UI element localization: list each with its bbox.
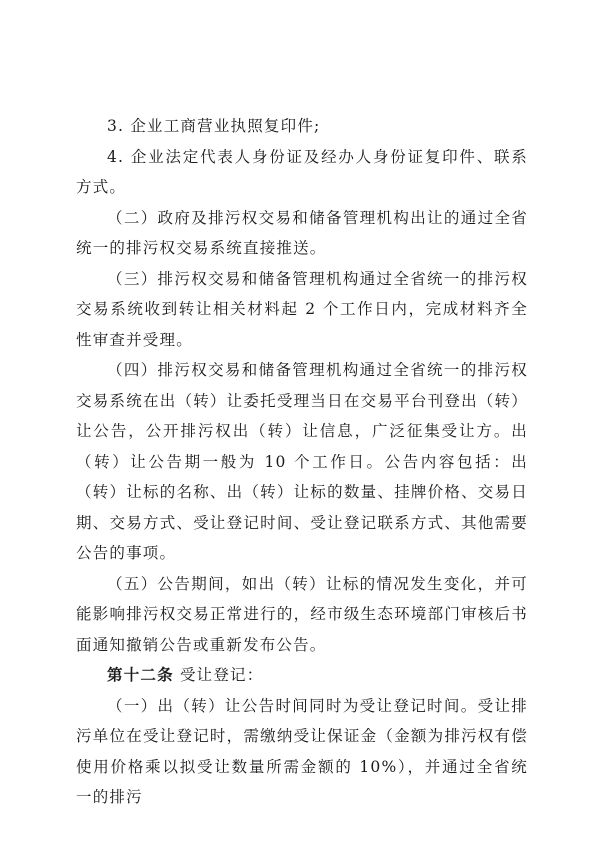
- article-title: 受让登记：: [179, 666, 264, 684]
- paragraph-clause-3: （三）排污权交易和储备管理机构通过全省统一的排污权交易系统收到转让相关材料起 2 个工作日内，完成材料齐全性审查并受理。: [76, 269, 528, 349]
- paragraph-clause-4: （四）排污权交易和储备管理机构通过全省统一的排污权交易系统在出（转）让委托受理当日在交易平台刊登出（转）让公告，公开排污权出（转）让信息，广泛征集受让方。出（转）让公告期一般为 10 个工作日。公告内容包括：出（转）让标的名称、出（转）让标的数量、挂牌价格、交易日期、交易方式、受让登记时间、受让登记联系方式、其他需要公告的事项。: [76, 361, 528, 562]
- article-12-heading-line: [76, 660, 528, 691]
- paragraph-clause-5: （五）公告期间，如出（转）让标的情况发生变化，并可能影响排污权交易正常进行的，经市级生态环境部门审核后书面通知撤销公告或重新发布公告。: [76, 574, 528, 654]
- paragraph-item-3: 3. 企业工商营业执照复印件;: [107, 117, 321, 135]
- paragraph-article-12-clause-1: （一）出（转）让公告时间同时为受让登记时间。受让排污单位在受让登记时，需缴纳受让保证金（金额为排污权有偿使用价格乘以拟受让数量所需金额的 10%），并通过全省统一的排污: [76, 696, 528, 806]
- paragraph-clause-2: （二）政府及排污权交易和储备管理机构出让的通过全省统一的排污权交易系统直接推送。: [76, 208, 528, 257]
- paragraph-item-4: 4. 企业法定代表人身份证及经办人身份证复印件、联系方式。: [76, 147, 528, 196]
- document-body: [76, 111, 528, 813]
- article-number: 第十二条: [107, 666, 174, 684]
